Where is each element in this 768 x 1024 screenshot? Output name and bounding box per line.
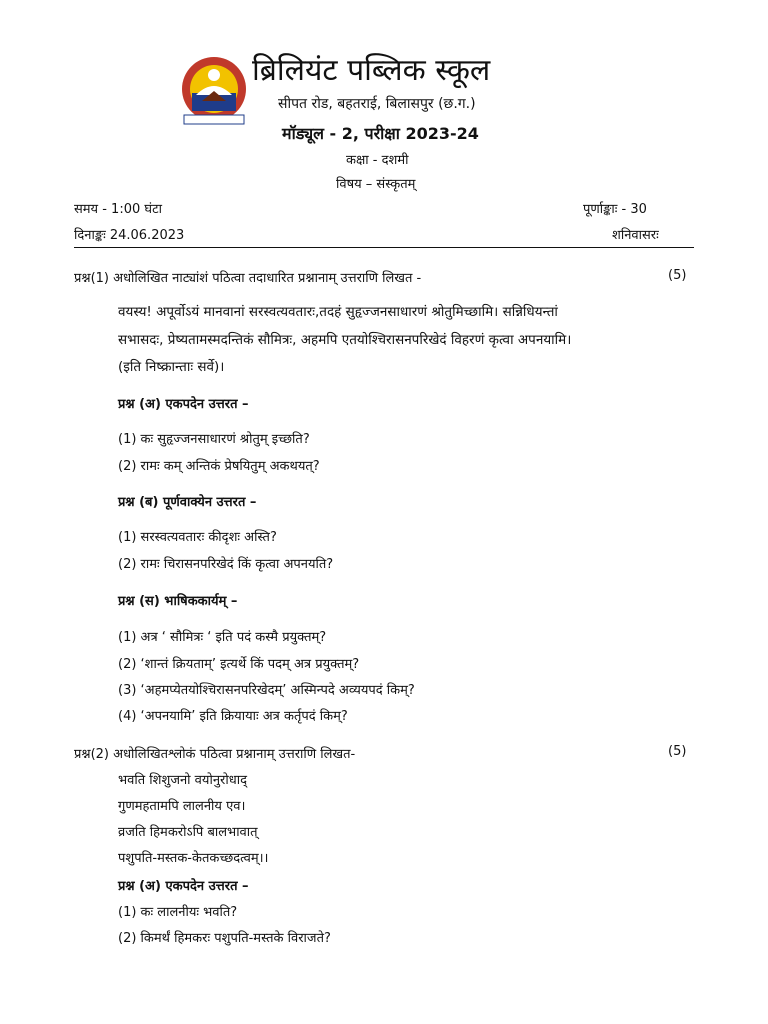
subject-label: विषय – संस्कृतम् [336, 177, 416, 192]
q1-marks: (5) [668, 268, 687, 283]
q1-passage-line: वयस्य! अपूर्वोऽयं मानवानां सरस्वत्यवतारः,तदहं सुहृज्जनसाधारणं श्रोतुमिच्छामि। सन्निधियन्तां [118, 304, 558, 320]
time-label: समय - 1:00 घंटा [74, 202, 162, 217]
q2-part-a-title: प्रश्न (अ) एकपदेन उत्तरत – [118, 879, 249, 894]
exam-title: मॉड्यूल - 2, परीक्षा 2023-24 [282, 124, 479, 143]
q1-part-b-title: प्रश्न (ब) पूर्णवाक्येन उत्तरत – [118, 495, 257, 510]
q1-part-b-item: (2) रामः चिरासनपरिखेदं किं कृत्वा अपनयति? [118, 557, 334, 572]
q1-passage-line: सभासदः, प्रेष्यतामस्मदन्तिकं सौमित्रः, अहमपि एतयोश्चिरासनपरिखेदं विहरणं कृत्वा अपनयामि। [118, 332, 572, 348]
day-label: शनिवासरः [612, 228, 659, 243]
q2-verse-line: व्रजति हिमकरोऽपि बालभावात् [118, 825, 258, 840]
q2-verse-line: पशुपति-मस्तक-केतकच्छदत्वम्।। [118, 851, 269, 866]
q2-part-a-item: (1) कः लालनीयः भवति? [118, 905, 238, 920]
q1-part-a-item: (1) कः सुहृज्जनसाधारणं श्रोतुम् इच्छति? [118, 432, 310, 447]
school-name: ब्रिलियंट पब्लिक स्कूल [252, 53, 491, 88]
q2-verse-line: गुणमहतामपि लालनीय एव। [118, 799, 246, 814]
q1-part-a-title: प्रश्न (अ) एकपदेन उत्तरत – [118, 397, 249, 412]
q2-part-a-item: (2) किमर्थं हिमकरः पशुपति-मस्तके विराजते? [118, 931, 331, 946]
q1-part-c-item: (2) ‘शान्तं क्रियताम्’ इत्यर्थे किं पदम् अत्र प्रयुक्तम्? [118, 657, 360, 672]
date-label: दिनाङ्कः 24.06.2023 [74, 228, 185, 243]
q1-heading: प्रश्न(1) अधोलिखित नाट्यांशं पठित्वा तदाधारित प्रश्नानाम् उत्तराणि लिखत - [74, 271, 422, 286]
q1-part-c-item: (3) ‘अहमप्येतयोश्चिरासनपरिखेदम्’ अस्मिन्पदे अव्ययपदं किम्? [118, 683, 415, 698]
q2-marks: (5) [668, 744, 687, 759]
q1-part-c-item: (1) अत्र ‘ सौमित्रः ‘ इति पदं कस्मै प्रयुक्तम्? [118, 630, 327, 645]
class-label: कक्षा - दशमी [346, 153, 409, 168]
max-marks-label: पूर्णाङ्काः - 30 [583, 202, 647, 217]
q1-part-c-title: प्रश्न (स) भाषिककार्यम् – [118, 594, 238, 609]
q1-part-c-item: (4) ‘अपनयामि’ इति क्रियायाः अत्र कर्तृपदं किम्? [118, 709, 348, 724]
school-address: सीपत रोड, बहतराई, बिलासपुर (छ.ग.) [278, 96, 476, 112]
q1-part-b-item: (1) सरस्वत्यवतारः कीदृशः अस्ति? [118, 530, 277, 545]
school-logo [180, 55, 248, 127]
header-divider [74, 247, 694, 248]
q2-heading: प्रश्न(2) अधोलिखितश्लोकं पठित्वा प्रश्नानाम् उत्तराणि लिखत- [74, 747, 356, 762]
q2-verse-line: भवति शिशुजनो वयोनुरोधाद् [118, 773, 247, 788]
q1-passage-line: (इति निष्क्रान्ताः सर्वे)। [118, 359, 225, 375]
q1-part-a-item: (2) रामः कम् अन्तिकं प्रेषयितुम् अकथयत्? [118, 459, 320, 474]
